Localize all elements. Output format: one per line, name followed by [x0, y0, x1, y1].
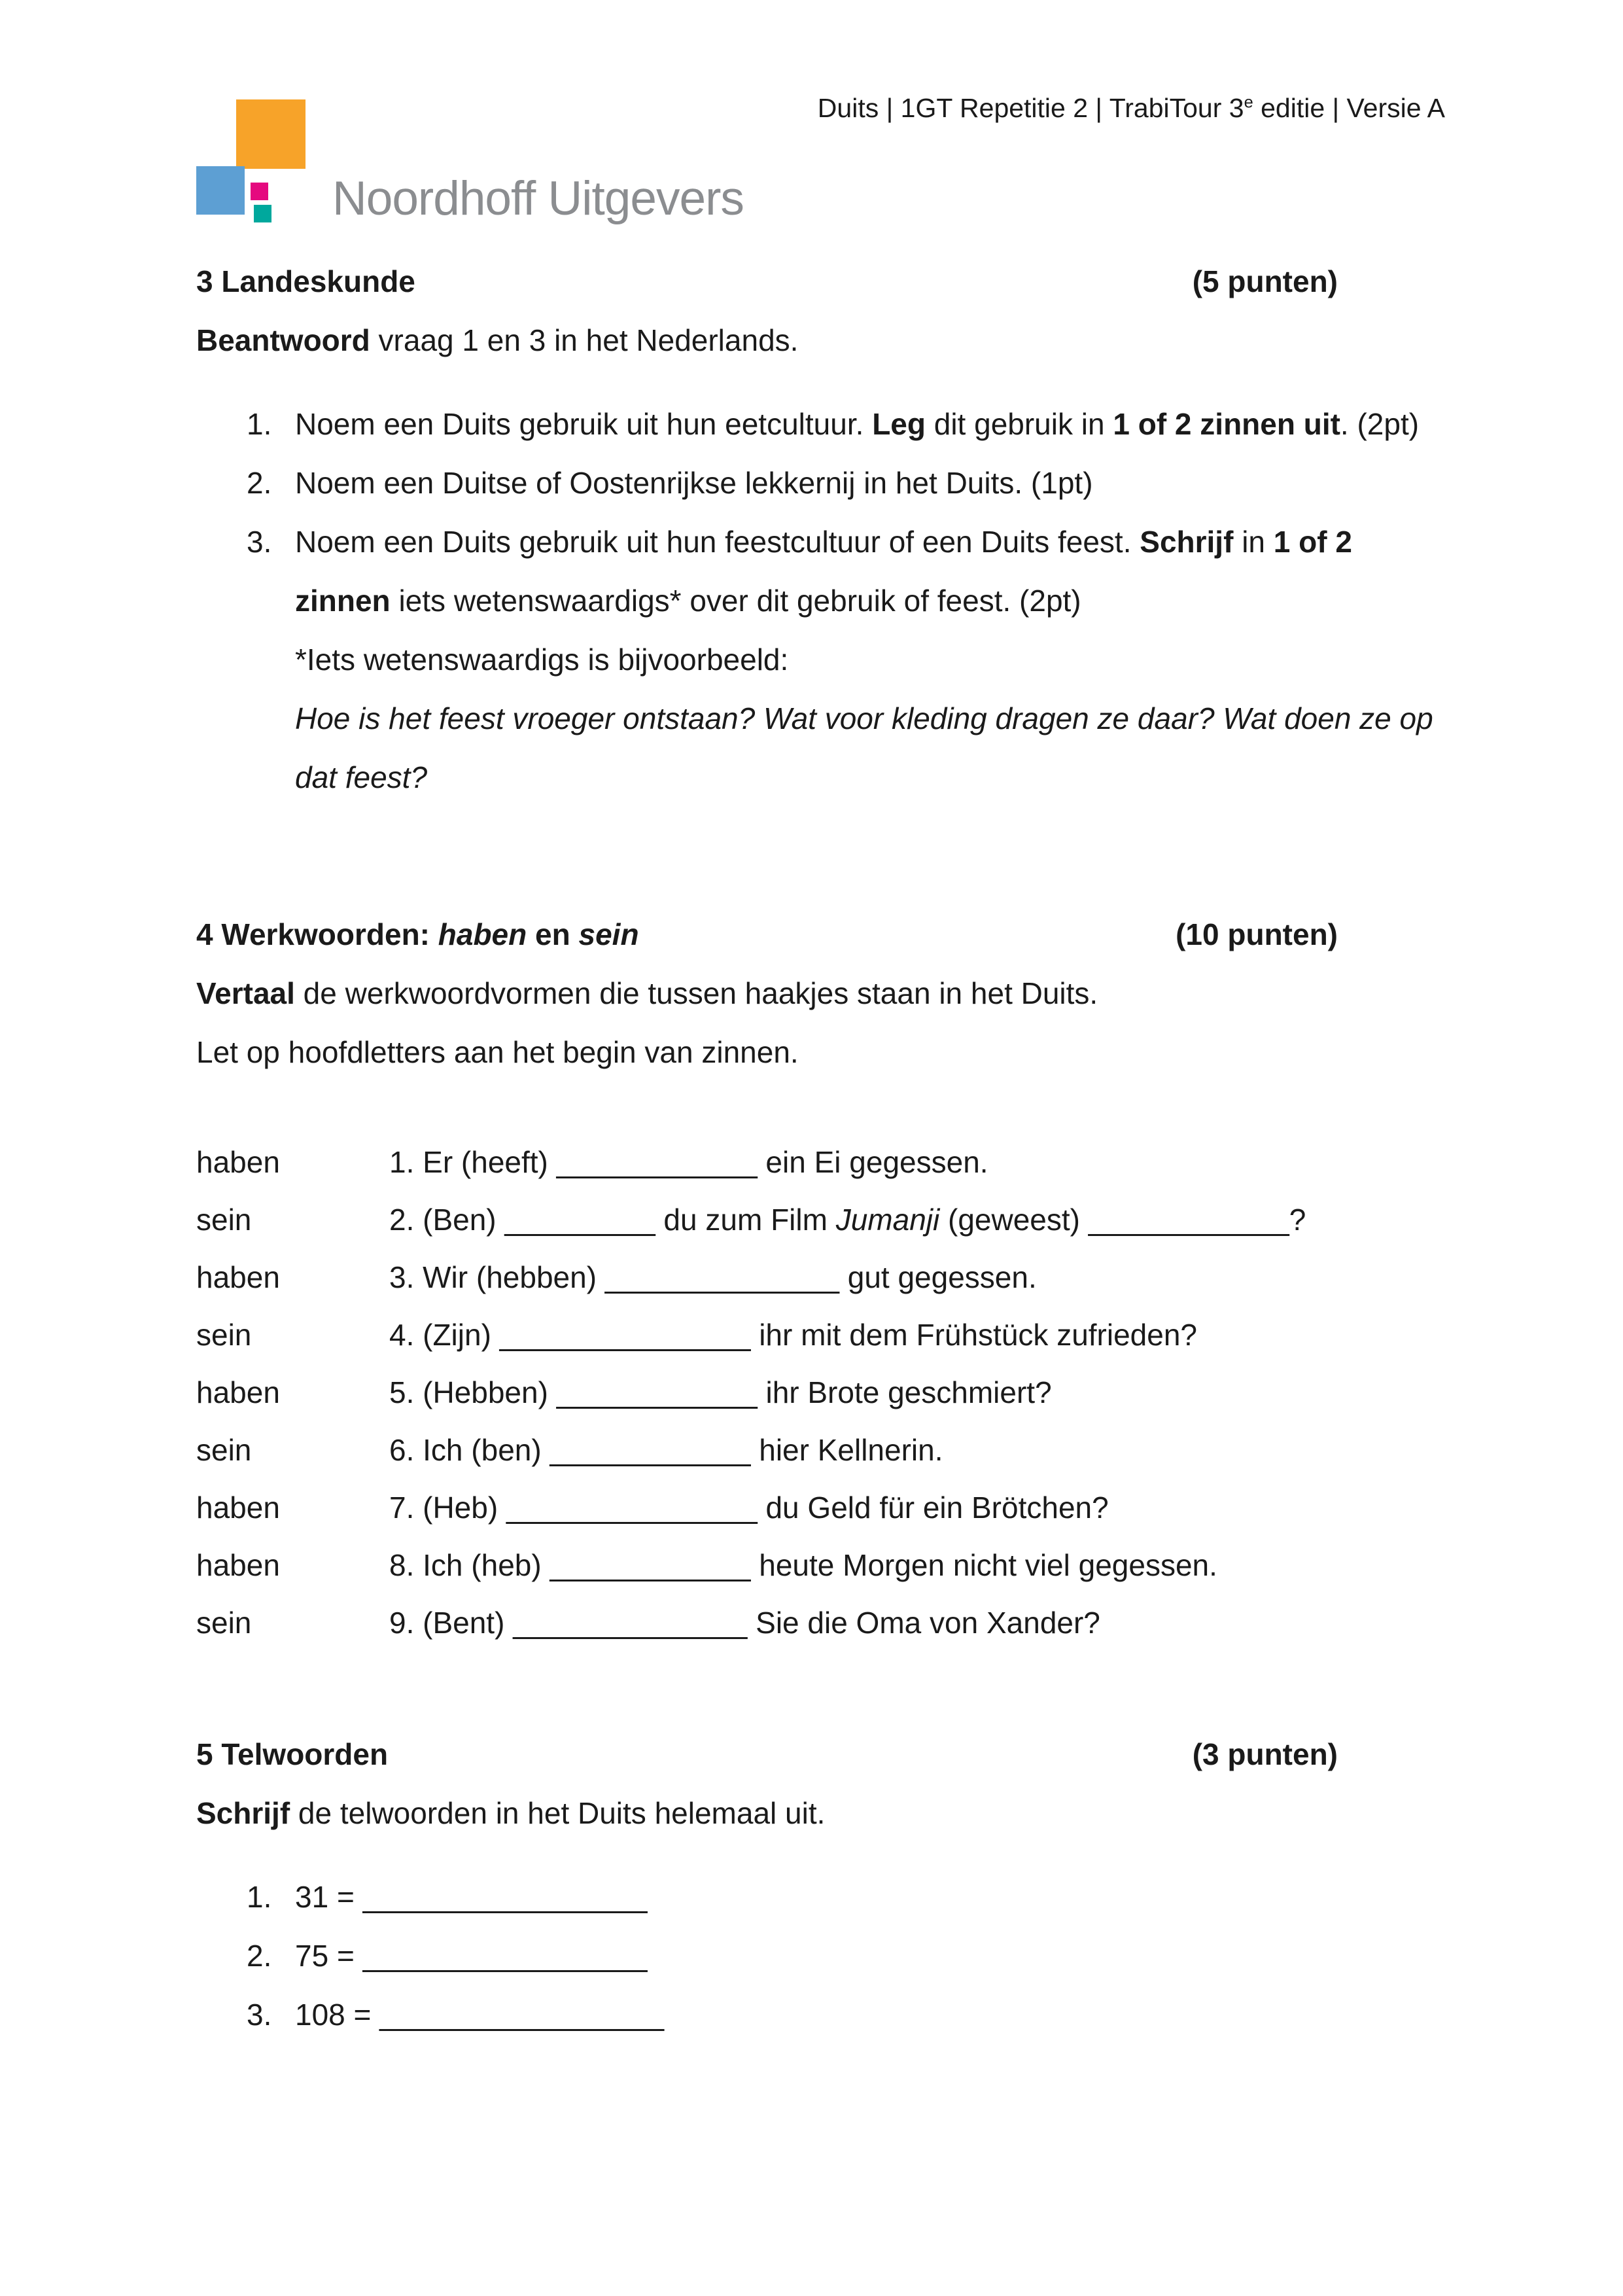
verb-row-9	[196, 1594, 1446, 1651]
verb-sentence: 6. Ich (ben) ____________ hier Kellnerin.	[389, 1433, 943, 1467]
verb-row-3	[196, 1248, 1446, 1306]
item-text: Noem een Duits gebruik uit hun eetcultuur. Leg dit gebruik in 1 of 2 zinnen uit. (2pt)	[295, 407, 1420, 441]
verb-label: sein	[196, 1433, 252, 1467]
verb-label: haben	[196, 1491, 280, 1525]
verb-sentence: 3. Wir (hebben) ______________ gut gegessen.	[389, 1260, 1037, 1294]
document-content	[196, 252, 1446, 2044]
logo-square-blue-icon	[196, 166, 245, 215]
section-landeskunde-points: (5 punten)	[1192, 264, 1338, 298]
verb-row-4	[196, 1306, 1446, 1364]
section-werkwoorden-note: Let op hoofdletters aan het begin van zinnen.	[196, 1035, 799, 1069]
section-landeskunde	[196, 252, 1446, 807]
item-number: 2.	[247, 1939, 272, 1973]
verb-sentence: 7. (Heb) _______________ du Geld für ein Brötchen?	[389, 1491, 1109, 1525]
verb-sentence: 9. (Bent) ______________ Sie die Oma von Xander?	[389, 1606, 1100, 1640]
section-werkwoorden	[196, 905, 1446, 1651]
section-werkwoorden-title: 4 Werkwoorden: haben en sein	[196, 917, 639, 951]
question-item-2	[196, 453, 1446, 512]
telwoord-item-3	[196, 1985, 1446, 2044]
section-landeskunde-title: 3 Landeskunde	[196, 264, 415, 298]
verb-label: haben	[196, 1375, 280, 1409]
item-question: Noem een Duits gebruik uit hun feestcultuur of een Duits feest. Schrijf in 1 of 2 zinnen iets wetenswaardigs* over dit gebruik of feest. (2pt)	[295, 525, 1352, 618]
verb-row-2	[196, 1191, 1446, 1248]
item-number: 2.	[247, 466, 272, 500]
section-landeskunde-heading	[196, 252, 1338, 311]
item-text: 31 = _________________	[295, 1880, 648, 1914]
item-number: 1.	[247, 1880, 272, 1914]
verb-label: haben	[196, 1548, 280, 1582]
item-example: Hoe is het feest vroeger ontstaan? Wat voor kleding dragen ze daar? Wat doen ze op dat feest?	[295, 701, 1433, 794]
logo-square-magenta-icon	[251, 183, 268, 200]
section-werkwoorden-intro: Vertaal de werkwoordvormen die tussen haakjes staan in het Duits.	[196, 976, 1098, 1010]
telwoord-item-1	[196, 1867, 1446, 1926]
verb-row-5	[196, 1364, 1446, 1421]
section-telwoorden-title: 5 Telwoorden	[196, 1737, 389, 1771]
item-number: 3.	[247, 1998, 272, 2032]
verb-row-6	[196, 1421, 1446, 1479]
verb-sentence: 5. (Hebben) ____________ ihr Brote geschmiert?	[389, 1375, 1052, 1409]
verb-sentence: 4. (Zijn) _______________ ihr mit dem Frühstück zufrieden?	[389, 1318, 1198, 1352]
item-number: 3.	[247, 525, 272, 559]
question-item-3	[196, 512, 1446, 807]
item-number: 1.	[247, 407, 272, 441]
item-text	[295, 512, 1446, 807]
verb-row-7	[196, 1479, 1446, 1536]
verb-row-1	[196, 1133, 1446, 1191]
verb-sentence: 2. (Ben) _________ du zum Film Jumanji (geweest) ____________?	[389, 1203, 1306, 1237]
section-telwoorden-heading	[196, 1725, 1338, 1784]
landeskunde-question-list	[196, 395, 1446, 807]
document-header-text: Duits | 1GT Repetitie 2 | TrabiTour 3e editie | Versie A	[817, 93, 1445, 123]
verb-label: sein	[196, 1606, 252, 1640]
question-item-1	[196, 395, 1446, 453]
section-werkwoorden-heading	[196, 905, 1338, 964]
verb-label: sein	[196, 1203, 252, 1237]
verb-sentence: 1. Er (heeft) ____________ ein Ei gegessen.	[389, 1145, 988, 1179]
section-werkwoorden-points: (10 punten)	[1176, 917, 1338, 951]
verb-label: sein	[196, 1318, 252, 1352]
section-landeskunde-intro: Beantwoord vraag 1 en 3 in het Nederlands.	[196, 323, 799, 357]
section-telwoorden-points: (3 punten)	[1192, 1737, 1338, 1771]
verb-exercise-table	[196, 1133, 1446, 1651]
noordhoff-logo	[196, 99, 321, 230]
section-telwoorden	[196, 1725, 1446, 2044]
verb-label: haben	[196, 1260, 280, 1294]
section-telwoorden-intro: Schrijf de telwoorden in het Duits helemaal uit.	[196, 1796, 826, 1830]
item-text: 75 = _________________	[295, 1939, 648, 1973]
telwoorden-list	[196, 1867, 1446, 2044]
telwoord-item-2	[196, 1926, 1446, 1985]
verb-row-8	[196, 1536, 1446, 1594]
logo-square-orange-icon	[236, 99, 305, 169]
item-note: *Iets wetenswaardigs is bijvoorbeeld:	[295, 643, 789, 677]
logo-square-teal-icon	[254, 205, 271, 222]
verb-label: haben	[196, 1145, 280, 1179]
verb-sentence: 8. Ich (heb) ____________ heute Morgen nicht viel gegessen.	[389, 1548, 1217, 1582]
item-text: Noem een Duitse of Oostenrijkse lekkernij in het Duits. (1pt)	[295, 466, 1093, 500]
item-text: 108 = _________________	[295, 1998, 665, 2032]
logo-wordmark: Noordhoff Uitgevers	[332, 172, 744, 225]
